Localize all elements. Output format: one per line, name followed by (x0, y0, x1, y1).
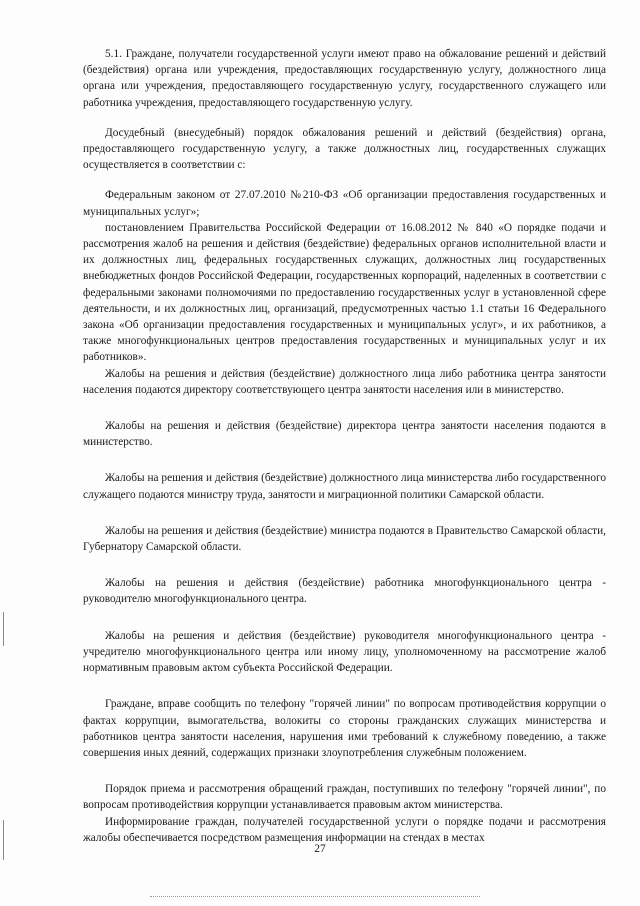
paragraph-complaints-mfc-head: Жалобы на решения и действия (бездействие) руководителя многофункционального центра - учредителю многофункционального центра или иному лицу, уполномоченному на рассмотрение жалоб нормативным правовым актом субъекта Российской Федерации. (83, 629, 606, 675)
paragraph-complaints-mfc-worker: Жалобы на решения и действия (бездействие) работника многофункционального центра - руководителю многофункционального центра. (83, 577, 606, 606)
scan-bottom-mark (150, 896, 480, 898)
paragraph-complaints-minister: Жалобы на решения и действия (бездействие) министра подаются в Правительство Самарской области, Губернатору Самарской области. (83, 524, 606, 554)
scan-edge-mark (3, 820, 4, 860)
paragraph-federal-law: Федеральным законом от 27.07.2010 №210-ФЗ «Об организации предоставления государственных и муниципальных услуг»; (83, 189, 606, 218)
paragraph-complaints-ministry-official: Жалобы на решения и действия (бездействие) должностного лица министерства либо государственного служащего подаются министру труда, занятости и миграционной политики Самарской области. (83, 472, 606, 501)
paragraph-informing: Информирование граждан, получателей государственной услуги о порядке подачи и рассмотрения жалобы обеспечивается посредством размещения информации на стендах в местах (83, 815, 606, 844)
paragraph-complaints-director: Жалобы на решения и действия (бездействие) директора центра занятости населения подаются в министерство. (83, 420, 606, 449)
paragraph-pretrial-procedure: Досудебный (внесудебный) порядок обжалования решений и действий (бездействия) органа, предоставляющего государственную услугу, а также должностных лиц, государственных служащих осуществляется в соответствии с: (83, 126, 606, 172)
paragraph-complaints-employment-center: Жалобы на решения и действия (бездействие) должностного лица либо работника центра занятости населения подаются директору соответствующего центра занятости населения или в министерство. (83, 367, 606, 396)
document-body (83, 46, 606, 846)
paragraph-5-1: 5.1. Граждане, получатели государственной услуги имеют право на обжалование решений и действий (бездействия) органа или учреждения, предоставляющих государственную услугу, должностного лица органа или учреждения, предоставляющего государственную услугу, государственного служащего или работника учреждения, предоставляющего государственную услугу. (83, 48, 606, 109)
scan-edge-mark (3, 612, 4, 646)
page-number: 27 (314, 843, 326, 855)
paragraph-hotline-procedure: Порядок приема и рассмотрения обращений граждан, поступивших по телефону "горячей линии", по вопросам противодействия коррупции устанавливается правовым актом министерства. (83, 783, 606, 812)
paragraph-government-decree: постановлением Правительства Российской Федерации от 16.08.2012 № 840 «О порядке подачи и рассмотрения жалоб на решения и действия (бездействие) федеральных органов исполнительной власти и их должностных лиц, федеральных государственных служащих, должностных лиц государственных внебюджетных фондов Российской Федерации, государственных корпораций, наделенных в соответствии с федеральными законами полномочиями по предоставлению государственных услуг в установленной сфере деятельности, и их должностных лиц, организаций, предусмотренных частью 1.1 статьи 16 Федерального закона «Об организации предоставления государственных и муниципальных услуг», и их работников, а также многофункциональных центров предоставления государственных и муниципальных услуг и их работников». (83, 221, 606, 364)
paragraph-hotline: Граждане, вправе сообщить по телефону "горячей линии" по вопросам противодействия коррупции о фактах коррупции, вымогательства, волокиты со стороны гражданских служащих министерства и работников центра занятости населения, нарушения ими требований к служебному поведению, а также совершения иных деяний, содержащих признаки злоупотребления служебным положением. (83, 698, 606, 759)
